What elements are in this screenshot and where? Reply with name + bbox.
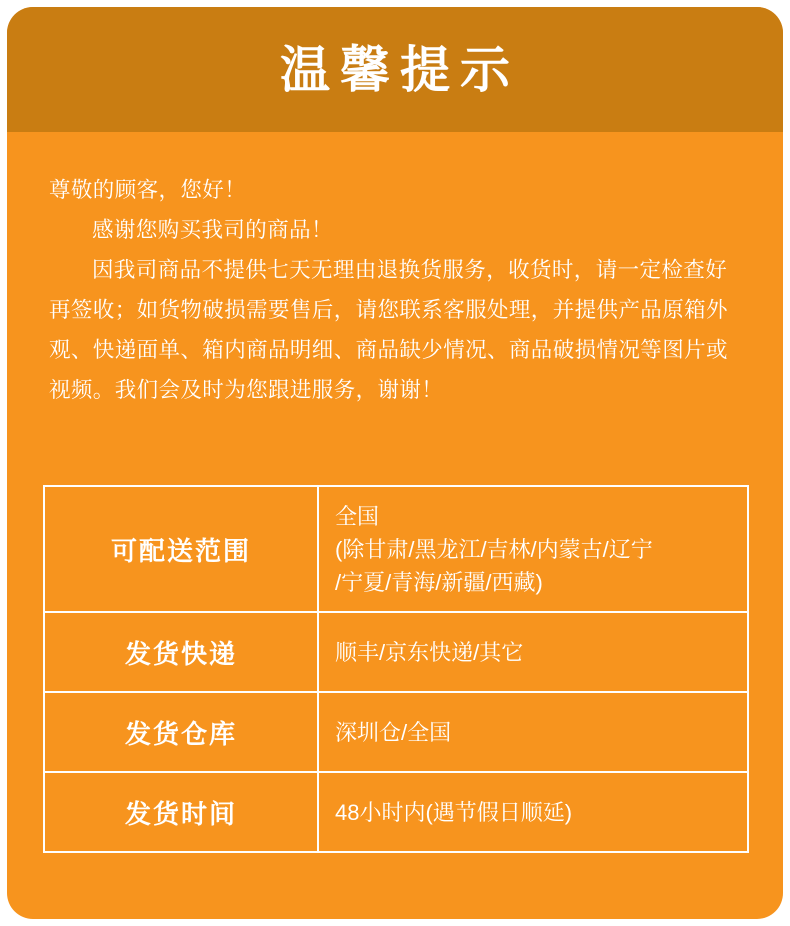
- notice-paragraph-greeting: 尊敬的顾客，您好！: [49, 178, 247, 202]
- table-row-value-line: 深圳仓/全国: [335, 719, 452, 745]
- table-row-label: 发货快递: [45, 613, 319, 691]
- table-row-value-line: 48小时内(遇节假日顺延): [335, 799, 573, 825]
- table-row-value-line: /宁夏/青海/新疆/西藏): [335, 569, 543, 595]
- table-row: [45, 613, 747, 693]
- table-row: [45, 693, 747, 773]
- notice-body: [7, 132, 783, 410]
- table-row-label: 发货时间: [45, 773, 319, 851]
- table-row: [45, 487, 747, 613]
- notice-paragraph-policy: 因我司商品不提供七天无理由退换货服务，收货时，请一定检查好再签收；如货物破损需要售后，请您联系客服处理，并提供产品原箱外观、快递面单、箱内商品明细、商品缺少情况、商品破损情况等图片或视频。我们会及时为您跟进服务，谢谢！: [49, 258, 728, 402]
- notice-card: [7, 7, 783, 919]
- table-row-value-line: (除甘肃/黑龙江/吉林/内蒙古/辽宁: [335, 536, 653, 562]
- table-row-value: [319, 693, 747, 771]
- table-row-label: 可配送范围: [45, 487, 319, 611]
- table-row-value: [319, 773, 747, 851]
- notice-paragraph-thanks: 感谢您购买我司的商品！: [92, 218, 333, 242]
- table-row-label: 发货仓库: [45, 693, 319, 771]
- info-table: [43, 485, 749, 853]
- table-row: [45, 773, 747, 853]
- table-row-value: [319, 487, 747, 611]
- notice-header: [7, 7, 783, 132]
- page-title: 温馨提示: [280, 41, 520, 98]
- table-row-value: [319, 613, 747, 691]
- table-row-value-line: 顺丰/京东快递/其它: [335, 639, 524, 665]
- table-row-value-line: 全国: [335, 503, 380, 529]
